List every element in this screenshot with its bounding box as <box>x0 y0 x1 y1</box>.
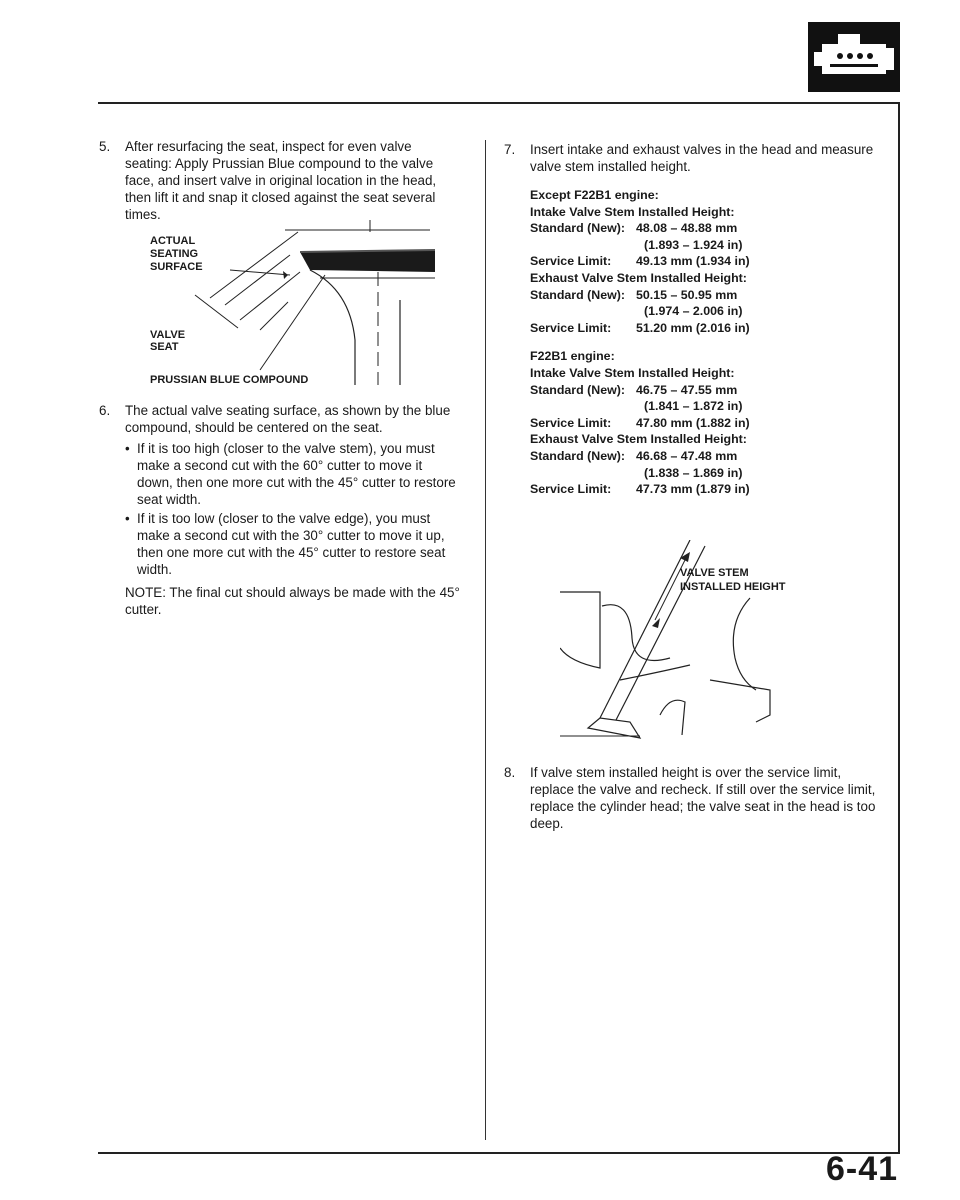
std-label: Standard (New): <box>530 382 625 397</box>
step-text: If valve stem installed height is over the service limit, replace the valve and recheck. If still over the service limit, replace the cylinder head; the valve seat in the head is too deep. <box>530 765 876 831</box>
column-divider <box>485 140 486 1140</box>
limit-label: Service Limit: <box>530 254 612 269</box>
spec-exhaust-heading: Exhaust Valve Stem Installed Height: <box>530 432 747 447</box>
valve-seat-diagram <box>150 220 455 388</box>
exhaust-std-in: (1.838 – 1.869 in) <box>644 465 743 480</box>
limit-label: Service Limit: <box>530 320 612 335</box>
bullet-too-low: • If it is too low (closer to the valve edge), you must make a second cut with the 30° cutter to move it up, then one more cut with the 45° cutter to restore seat width. <box>125 510 461 578</box>
right-rule <box>898 102 900 1154</box>
engine-section-icon <box>808 22 900 92</box>
std-label: Standard (New): <box>530 448 625 463</box>
spec-intake-heading: Intake Valve Stem Installed Height: <box>530 204 735 219</box>
step-text: After resurfacing the seat, inspect for even valve seating: Apply Prussian Blue compound to the valve face, and insert valve in original location in the head, then lift it and snap it closed against the seat several times. <box>125 139 437 222</box>
intake-std-in: (1.893 – 1.924 in) <box>644 237 743 252</box>
spec-exhaust-heading: Exhaust Valve Stem Installed Height: <box>530 270 747 285</box>
bullet-too-high: • If it is too high (closer to the valve stem), you must make a second cut with the 60° cutter to move it down, then one more cut with the 45° cutter to restore seat width. <box>125 440 461 508</box>
spec-heading-f22b1: F22B1 engine: <box>530 349 615 364</box>
step-number: 5. <box>99 139 111 154</box>
top-rule <box>98 102 900 104</box>
page-number: 6-41 <box>826 1150 899 1188</box>
intake-limit: 47.80 mm (1.882 in) <box>636 415 750 430</box>
std-label: Standard (New): <box>530 221 625 236</box>
step-text: Insert intake and exhaust valves in the head and measure valve stem installed height. <box>530 142 874 174</box>
final-cut-note: NOTE: The final cut should always be made with the 45° cutter. <box>125 585 460 617</box>
label-seating: SEATING <box>150 248 199 260</box>
step-text: The actual valve seating surface, as shown by the blue compound, should be centered on the seat. <box>125 403 451 435</box>
label-actual: ACTUAL <box>150 235 196 247</box>
exhaust-limit: 51.20 mm (2.016 in) <box>636 320 750 335</box>
step-number: 8. <box>504 765 516 780</box>
step-7 <box>504 141 880 175</box>
label-prussian-blue: PRUSSIAN BLUE COMPOUND <box>150 374 309 386</box>
exhaust-limit: 47.73 mm (1.879 in) <box>636 482 750 497</box>
intake-std-mm: 48.08 – 48.88 mm <box>636 221 738 236</box>
step-6 <box>99 402 461 580</box>
label-seat: SEAT <box>150 341 179 353</box>
label-surface: SURFACE <box>150 261 203 273</box>
spec-block-except-f22b1 <box>530 187 880 336</box>
valve-stem-specs <box>530 187 880 510</box>
step-number: 7. <box>504 142 516 157</box>
limit-label: Service Limit: <box>530 415 612 430</box>
valve-stem-height-diagram <box>560 540 830 740</box>
label-valve: VALVE <box>150 329 186 341</box>
exhaust-std-in: (1.974 – 2.006 in) <box>644 304 743 319</box>
step-6-bullets <box>125 440 461 578</box>
intake-std-mm: 46.75 – 47.55 mm <box>636 382 738 397</box>
bottom-rule <box>98 1152 900 1154</box>
exhaust-std-mm: 50.15 – 50.95 mm <box>636 287 738 302</box>
spec-intake-heading: Intake Valve Stem Installed Height: <box>530 365 735 380</box>
intake-std-in: (1.841 – 1.872 in) <box>644 399 743 414</box>
spec-heading-except: Except F22B1 engine: <box>530 188 659 202</box>
step-number: 6. <box>99 403 111 418</box>
spec-block-f22b1 <box>530 348 880 497</box>
exhaust-std-mm: 46.68 – 47.48 mm <box>636 448 738 463</box>
label-installed-height: INSTALLED HEIGHT <box>680 581 786 593</box>
intake-limit: 49.13 mm (1.934 in) <box>636 254 750 269</box>
step-5 <box>99 138 461 223</box>
std-label: Standard (New): <box>530 287 625 302</box>
label-valve-stem: VALVE STEM <box>680 567 749 579</box>
limit-label: Service Limit: <box>530 482 612 497</box>
step-8 <box>504 764 880 832</box>
